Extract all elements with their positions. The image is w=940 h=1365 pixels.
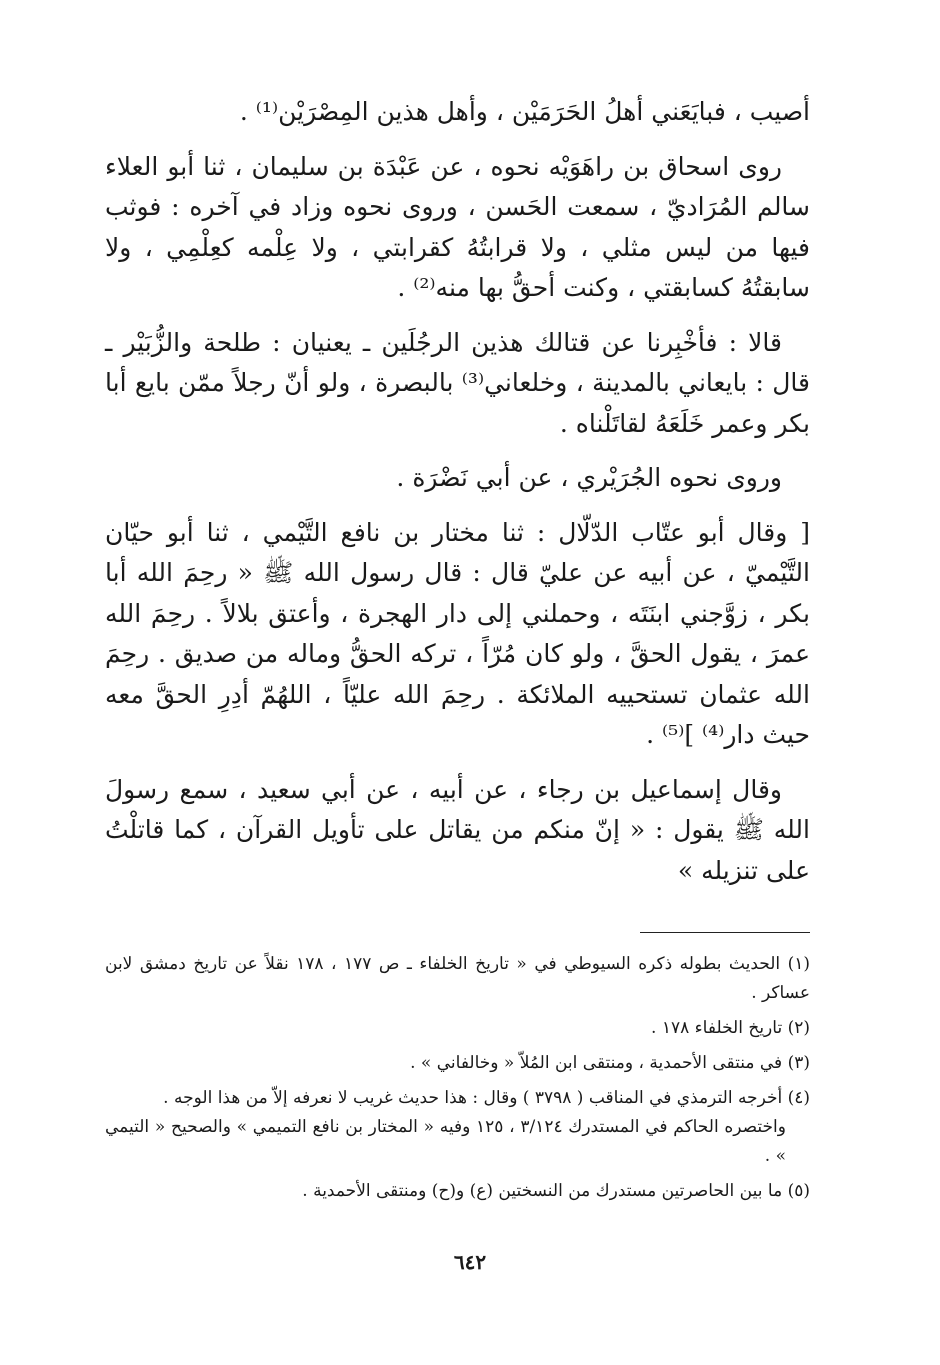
paragraph-5: [ وقال أبو عتّاب الدّلّال : ثنا مختار بن نافع التَّيْمي ، ثنا أبو حيّان التَّيْميّ ، عن أبيه عن عليّ قال : قال رسول الله ﷺ « رحِمَ الله أبا بكر ، زوَّجني ابنَتَه ، وحملني إلى دار الهجرة ، وأعتق بلالاً . رحِمَ الله عمرَ ، يقول الحقَّ ، ولو كان مُرّاً ، تركه الحقُّ وماله من صديق . رحِمَ الله عثمان تستحييه الملائكة . رحِمَ الله عليّاً ، اللهُمّ أدِرِ الحقَّ معه حيث دار⁽⁴⁾ ]⁽⁵⁾ .: [105, 517, 810, 749]
footnote-5: (٥) ما بين الحاصرتين مستدرك من النسختين (ع) و(ح) ومنتقى الأحمدية .: [302, 1181, 810, 1201]
main-text: [105, 92, 810, 905]
page-number: ٦٤٢: [453, 1250, 487, 1274]
footnote-separator: [640, 932, 810, 933]
paragraph-1: أصيب ، فبايَعَني أهلُ الحَرَمَيْن ، وأهل هذين المِصْرَيْن⁽¹⁾ .: [239, 97, 810, 126]
paragraph-6: وقال إسماعيل بن رجاء ، عن أبيه ، عن أبي سعيد ، سمع رسولَ الله ﷺ يقول : « إنّ منكم من يقاتل على تأويل القرآن ، كما قاتلْتُ على تنزيله »: [105, 774, 810, 885]
footnote-4: (٤) أخرجه الترمذي في المناقب ( ٣٧٩٨ ) وقال : هذا حديث غريب لا نعرفه إلاّ من هذا الوجه .: [163, 1088, 810, 1108]
paragraph-2: روى اسحاق بن راهَوَيْه نحوه ، عن عَبْدَة بن سليمان ، ثنا أبو العلاء سالم المُرَاديّ ، سمعت الحَسن ، وروى نحوه وزاد في آخره : فوثب فيها من ليس مثلي ، ولا قرابتُهُ كقرابتي ، ولا عِلْمه كعِلْمِي ، ولا سابقتُهُ كسابقتي ، وكنت أحقُّ بها منه⁽²⁾ .: [105, 151, 810, 302]
footnote-4-continuation: واختصره الحاكم في المستدرك ٣/١٢٤ ، ١٢٥ وفيه « المختار بن نافع التميمي » والصحيح « التيمي » .: [105, 1117, 786, 1166]
paragraph-3: قالا : فأخْبِرنا عن قتالك هذين الرجُلَين ـ يعنيان : طلحة والزُّبَيْر ـ قال : بايعاني بالمدينة ، وخلعاني⁽³⁾ بالبصرة ، ولو أنّ رجلاً ممّن بايع أبا بكر وعمر خَلَعَهُ لقاتَلْناه .: [105, 327, 810, 438]
footnotes: [105, 950, 810, 1212]
paragraph-4: وروى نحوه الجُرَيْري ، عن أبي نَضْرَة .: [396, 463, 782, 492]
footnote-2: (٢) تاريخ الخلفاء ١٧٨ .: [651, 1018, 810, 1038]
footnote-3: (٣) في منتقى الأحمدية ، ومنتقى ابن المُلاّ « وخالفاني » .: [410, 1053, 810, 1073]
footnote-1: (١) الحديث بطوله ذكره السيوطي في « تاريخ الخلفاء ـ ص ١٧٧ ، ١٧٨ نقلاً عن تاريخ دمشق لابن عساكر .: [105, 954, 811, 1003]
